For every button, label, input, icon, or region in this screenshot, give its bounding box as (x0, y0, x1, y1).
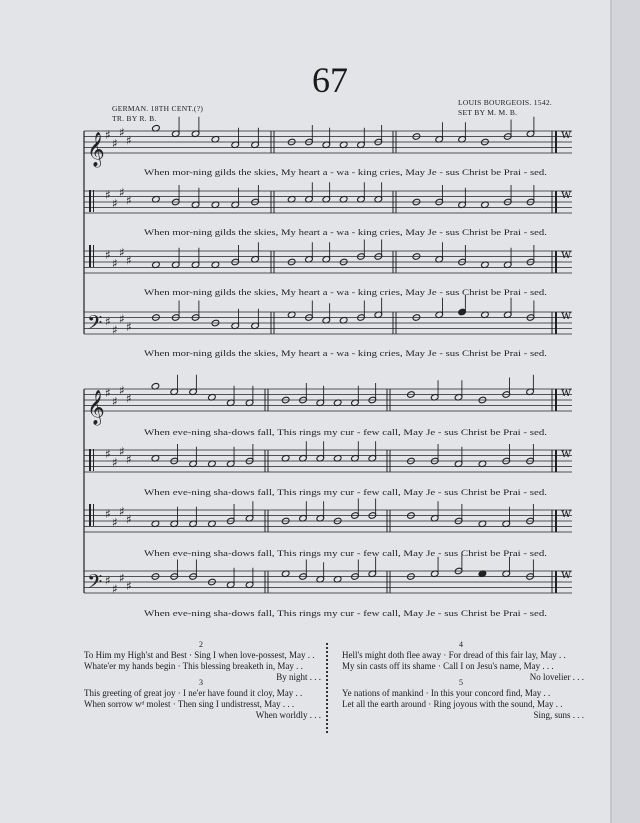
end-mark: w (561, 127, 572, 141)
lyric-line: When mor-ning gilds the skies, My heart a - wa - king cries, May Je - sus Christ be Prai - sed. (144, 167, 547, 177)
verse-line: Hell's might doth flee away · For dread of this fair lay, May . . (342, 650, 566, 660)
verse-line: Sing, suns . . . (533, 710, 584, 720)
verse-line: Ye nations of mankind · In this your concord find, May . . (342, 688, 551, 698)
lyric-line: When eve-ning sha-dows fall, This rings my cur - few call, May Je - sus Christ be Prai - sed. (144, 608, 547, 618)
end-mark: w (561, 385, 572, 399)
verse-line: When worldly . . . (255, 710, 321, 720)
verse-line: My sin casts off its shame · Call I on Jesu's name, May . . . (342, 661, 554, 671)
verse-line: When sorrow wᵈ molest · Then sing I undistresst, May . . . (84, 699, 295, 709)
sharp-sign: ♯ (119, 311, 125, 326)
verse-number: 3 (199, 678, 203, 687)
lyric-line: When mor-ning gilds the skies, My heart a - wa - king cries, May Je - sus Christ be Prai - sed. (144, 348, 547, 358)
treble-clef: 𝄞 (87, 390, 105, 425)
sharp-sign: ♯ (119, 444, 125, 459)
sharp-sign: ♯ (105, 248, 111, 262)
bass-clef: 𝄢 (87, 570, 103, 598)
lyric-line: When mor-ning gilds the skies, My heart a - wa - king cries, May Je - sus Christ be Prai - sed. (144, 287, 547, 297)
sharp-sign: ♯ (126, 320, 132, 334)
sharp-sign: ♯ (105, 128, 111, 142)
lyric-line: When mor-ning gilds the skies, My heart a - wa - king cries, May Je - sus Christ be Prai - sed. (144, 227, 547, 237)
treble-clef: 𝄞 (87, 132, 105, 167)
verse-line: No lovelier . . . (529, 672, 584, 682)
sharp-sign: ♯ (119, 383, 125, 398)
sharp-sign: ♯ (126, 193, 132, 208)
lyric-line: When eve-ning sha-dows fall, This rings my cur - few call, May Je - sus Christ be Prai - sed. (144, 487, 547, 497)
verse-line: To Him my High'st and Best · Sing I when love-possest, May . . (84, 650, 315, 660)
verse-line: This greeting of great joy · I ne'er have found it cloy, May . . (84, 688, 303, 698)
sharp-sign: ♯ (112, 256, 118, 271)
sharp-sign: ♯ (105, 386, 111, 400)
hymn-number: 67 (312, 60, 348, 100)
sharp-sign: ♯ (119, 185, 125, 200)
sharp-sign: ♯ (126, 391, 132, 406)
verse-number: 5 (459, 678, 463, 687)
end-mark: w (561, 187, 572, 201)
sharp-sign: ♯ (119, 245, 125, 260)
sharp-sign: ♯ (119, 570, 125, 585)
sharp-sign: ♯ (105, 447, 111, 461)
verse-divider (326, 643, 332, 733)
end-mark: w (561, 308, 572, 322)
lyric-line: When eve-ning sha-dows fall, This rings my cur - few call, May Je - sus Christ be Prai - sed. (144, 427, 547, 437)
sharp-sign: ♯ (105, 188, 111, 202)
sharp-sign: ♯ (105, 314, 111, 329)
sharp-sign: ♯ (112, 394, 118, 409)
author-attribution: GERMAN. 18TH CENT.(?) (112, 104, 204, 113)
verse-number: 4 (459, 640, 463, 649)
sharp-sign: ♯ (126, 512, 132, 527)
sharp-sign: ♯ (112, 455, 118, 470)
end-mark: w (561, 567, 572, 581)
composer-attribution: LOUIS BOURGEOIS. 1542. (458, 98, 553, 107)
sharp-sign: ♯ (112, 136, 118, 151)
verse-number: 2 (199, 640, 203, 649)
end-mark: w (561, 446, 572, 460)
sharp-sign: ♯ (126, 452, 132, 467)
verse-line: Let all the earth around · Ring joyous with the sound, May . . (342, 699, 563, 709)
arranger-attribution: SET BY M. M. B. (458, 108, 518, 117)
sharp-sign: ♯ (112, 196, 118, 211)
bass-clef: 𝄢 (87, 311, 103, 339)
sharp-sign: ♯ (112, 322, 118, 337)
sharp-sign: ♯ (126, 579, 132, 593)
verse-line: Whate'er my hands begin · This blessing breaketh in, May . . (84, 661, 303, 671)
verse-line: By night . . . (276, 672, 321, 682)
lyric-line: When eve-ning sha-dows fall, This rings my cur - few call, May Je - sus Christ be Prai - sed. (144, 548, 547, 558)
sharp-sign: ♯ (119, 125, 125, 140)
translator-attribution: TR. BY R. B. (112, 114, 157, 123)
sharp-sign: ♯ (105, 507, 111, 521)
end-mark: w (561, 506, 572, 520)
sharp-sign: ♯ (126, 253, 132, 268)
sharp-sign: ♯ (119, 504, 125, 519)
end-mark: w (561, 247, 572, 261)
sharp-sign: ♯ (112, 515, 118, 530)
sharp-sign: ♯ (126, 133, 132, 148)
sharp-sign: ♯ (112, 581, 118, 596)
sharp-sign: ♯ (105, 573, 111, 588)
